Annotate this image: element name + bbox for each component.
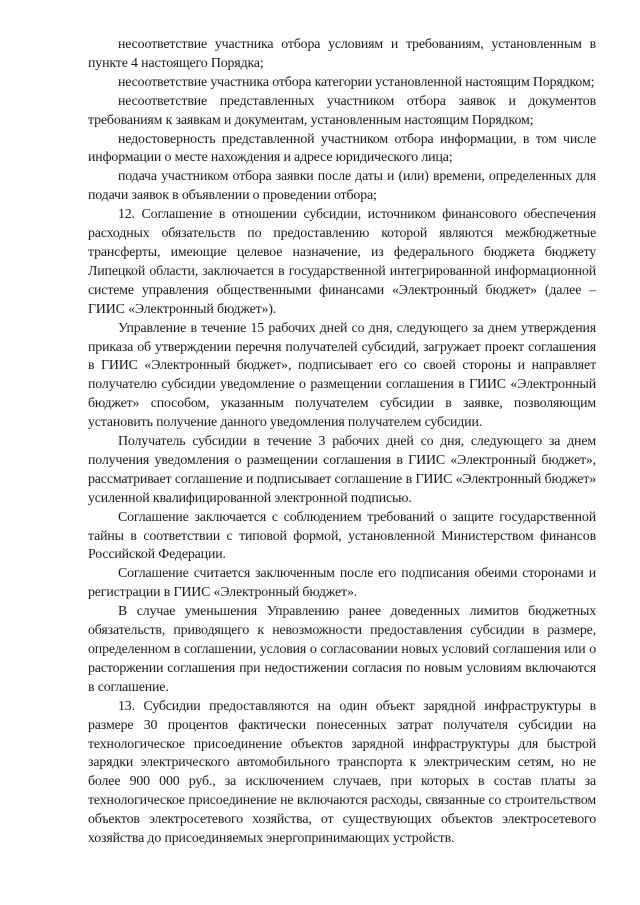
paragraph-discrepancy-documents: несоответствие представленных участником отбора заявок и документов требованиям к заявкам и документам, установленным настоящим Порядком;: [88, 93, 596, 128]
paragraph-agreement-concluded: Соглашение считается заключенным после его подписания обеими сторонами и регистрации в ГИИС «Электронный бюджет».: [88, 566, 596, 601]
paragraph-discrepancy-conditions: несоответствие участника отбора условиям и требованиям, установленным в пункте 4 настоящего Порядка;: [88, 37, 596, 71]
paragraph-state-secret: Соглашение заключается с соблюдением требований о защите государственной тайны в соответствии с типовой формой, установленной Министерством финансов Российской Федерации.: [88, 509, 596, 563]
paragraph-limits-reduction: В случае уменьшения Управлению ранее доведенных лимитов бюджетных обязательств, приводящего к невозможности предоставления субсидии в размере, определенном в соглашении, условия о согласовании новых условий соглашения или о расторжении соглашения при недостижении согласия по новым условиям включаются в соглашение.: [88, 604, 596, 695]
paragraph-unreliable-information: недостоверность представленной участником отбора информации, в том числе информации о месте нахождения и адресе юридического лица;: [88, 131, 596, 166]
paragraph-late-submission: подача участником отбора заявки после даты и (или) времени, определенных для подачи заявок в объявлении о проведении отбора;: [88, 169, 596, 204]
paragraph-item-13-subsidy-amount: 13. Субсидии предоставляются на один объект зарядной инфраструктуры в размере 30 процентов фактически понесенных затрат получателя субсидии на технологическое присоединение объектов зарядной инфраструктуры для быстрой зарядки электрического автомобильного транспорта к электрическим сетям, но не более 900 000 руб., за исключением случаев, при которых в состав платы за технологическое присоединение не включаются расходы, связанные со строительством объектов электросетевого хозяйства, от существующих объектов электросетевого хозяйства до присоединяемых энергопринимающих устройств.: [88, 698, 596, 847]
paragraph-item-12-agreement: 12. Соглашение в отношении субсидии, источником финансового обеспечения расходных обязательств по предоставлению которой являются межбюджетные трансферты, имеющие целевое назначение, из федерального бюджета бюджету Липецкой области, заключается в государственной интегрированной информационной системе управления общественными финансами «Электронный бюджет» (далее – ГИИС «Электронный бюджет»).: [88, 207, 596, 317]
paragraph-recipient-signing: Получатель субсидии в течение 3 рабочих дней со дня, следующего за днем получения уведомления о размещении соглашения в ГИИС «Электронный бюджет», рассматривает соглашение и подписывает соглашение в ГИИС «Электронный бюджет» усиленной квалифицированной электронной подписью.: [88, 434, 596, 506]
document-page: [88, 36, 596, 849]
paragraph-discrepancy-category: несоответствие участника отбора категории установленной настоящим Порядком;: [118, 74, 595, 90]
paragraph-administration-procedure: Управление в течение 15 рабочих дней со дня, следующего за днем утверждения приказа об утверждении перечня получателей субсидий, загружает проект соглашения в ГИИС «Электронный бюджет», подписывает его со своей стороны и направляет получателю субсидии уведомление о размещении соглашения в ГИИС «Электронный бюджет» способом, указанным получателем субсидии в заявке, позволяющим установить получение данного уведомления получателем субсидии.: [88, 320, 596, 431]
